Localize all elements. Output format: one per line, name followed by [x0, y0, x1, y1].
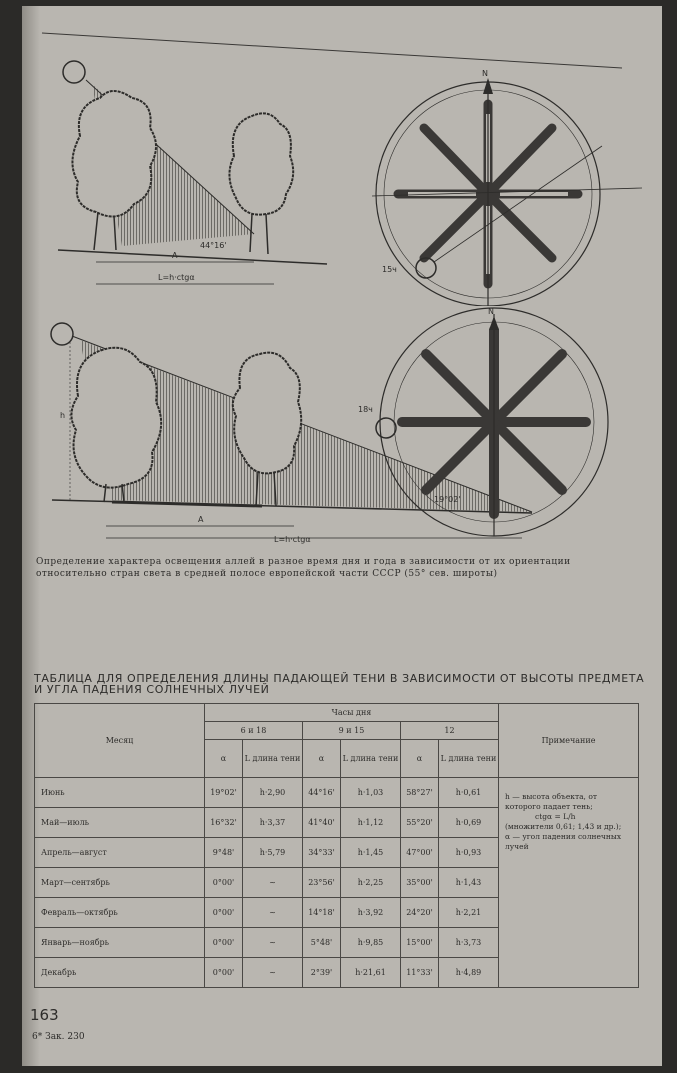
alpha-header: α — [205, 740, 243, 778]
table-title — [34, 673, 654, 695]
hours-header: Часы дня — [205, 704, 499, 722]
a-dimension-label: A — [172, 251, 178, 260]
figure-caption: Определение характера освещения аллей в разное время дня и года в зависимости от их ориентации относительно стран света в средней полосе европейской части СССР (55° сев. широты) — [36, 557, 571, 579]
table-row: Декабрь 0°00' ~ 2°39' h·21,61 11°33' h·4,89 — [35, 958, 639, 988]
length-header: L длина тени — [439, 740, 499, 778]
note-header: Примечание — [499, 704, 639, 778]
north-arrow-icon — [483, 78, 493, 94]
figure-top — [22, 6, 662, 306]
time-label-15h: 15ч — [382, 265, 397, 274]
hour-group-6-18: 6 и 18 — [205, 722, 303, 740]
shadow-length-table — [34, 703, 639, 988]
sun-icon — [63, 61, 85, 83]
l-dimension-label-bottom: L=h·ctgα — [274, 535, 311, 544]
note-line: α — угол падения солнечных лучей — [505, 832, 622, 851]
sun-18h-icon — [376, 418, 396, 438]
table-row: Январь—ноябрь 0°00' ~ 5°48' h·9,85 15°00' h·3,73 — [35, 928, 639, 958]
table-row: Февраль—октябрь 0°00' ~ 14°18' h·3,92 24°20' h·2,21 — [35, 898, 639, 928]
a-dimension-label-bottom: A — [198, 515, 204, 524]
north-arrow-bottom-icon — [489, 316, 499, 330]
length-header: L длина тени — [341, 740, 401, 778]
l-dimension-label: L=h·ctgα — [158, 273, 195, 282]
alpha-header: α — [401, 740, 439, 778]
table-title-line-2: И УГЛА ПАДЕНИЯ СОЛНЕЧНЫХ ЛУЧЕЙ — [34, 683, 270, 696]
month-header: Месяц — [35, 704, 205, 778]
table-row: Март—сентябрь 0°00' ~ 23°56' h·2,25 35°00' h·1,43 — [35, 868, 639, 898]
order-mark: 6* Зак. 230 — [32, 1032, 85, 1042]
radial-alley-plan-top — [372, 69, 642, 306]
time-label-18h: 18ч — [358, 405, 373, 414]
hour-group-12: 12 — [401, 722, 499, 740]
note-line: (множители 0,61; 1,43 и др.); — [505, 822, 622, 831]
angle-label-bottom: 19°02' — [434, 495, 461, 504]
note-line: ctgα = L/h — [535, 812, 576, 821]
table-row: Апрель—август 9°48' h·5,79 34°33' h·1,45 47°00' h·0,93 — [35, 838, 639, 868]
table-title-line-1: ТАБЛИЦА ДЛЯ ОПРЕДЕЛЕНИЯ ДЛИНЫ ПАДАЮЩЕЙ ТЕНИ В ЗАВИСИМОСТИ ОТ ВЫСОТЫ ПРЕДМЕТА — [34, 672, 645, 685]
note-line: h — высота объекта, от которого падает тень; — [505, 792, 597, 811]
sun-icon-bottom — [51, 323, 73, 345]
book-page — [22, 6, 662, 1066]
hour-group-9-15: 9 и 15 — [303, 722, 401, 740]
figure-bottom — [22, 306, 662, 551]
note-cell — [499, 778, 639, 988]
angle-label: 44°16' — [200, 241, 227, 250]
h-dimension-label: h — [60, 411, 66, 420]
table-row: Июнь 19°02' h·2,90 44°16' h·1,03 58°27' h·0,61 h — высота объекта, от которого падает тень; ctgα = L/h (множители 0,61; 1,43 и др.); α — угол падения солнечных лучей — [35, 778, 639, 808]
top-rule — [42, 33, 622, 68]
table-row: Май—июль 16°32' h·3,37 41°40' h·1,12 55°20' h·0,69 — [35, 808, 639, 838]
page-number: 163 — [30, 1006, 59, 1024]
north-label-bottom: N — [488, 307, 494, 316]
length-header: L длина тени — [243, 740, 303, 778]
alpha-header: α — [303, 740, 341, 778]
north-label: N — [482, 69, 488, 78]
